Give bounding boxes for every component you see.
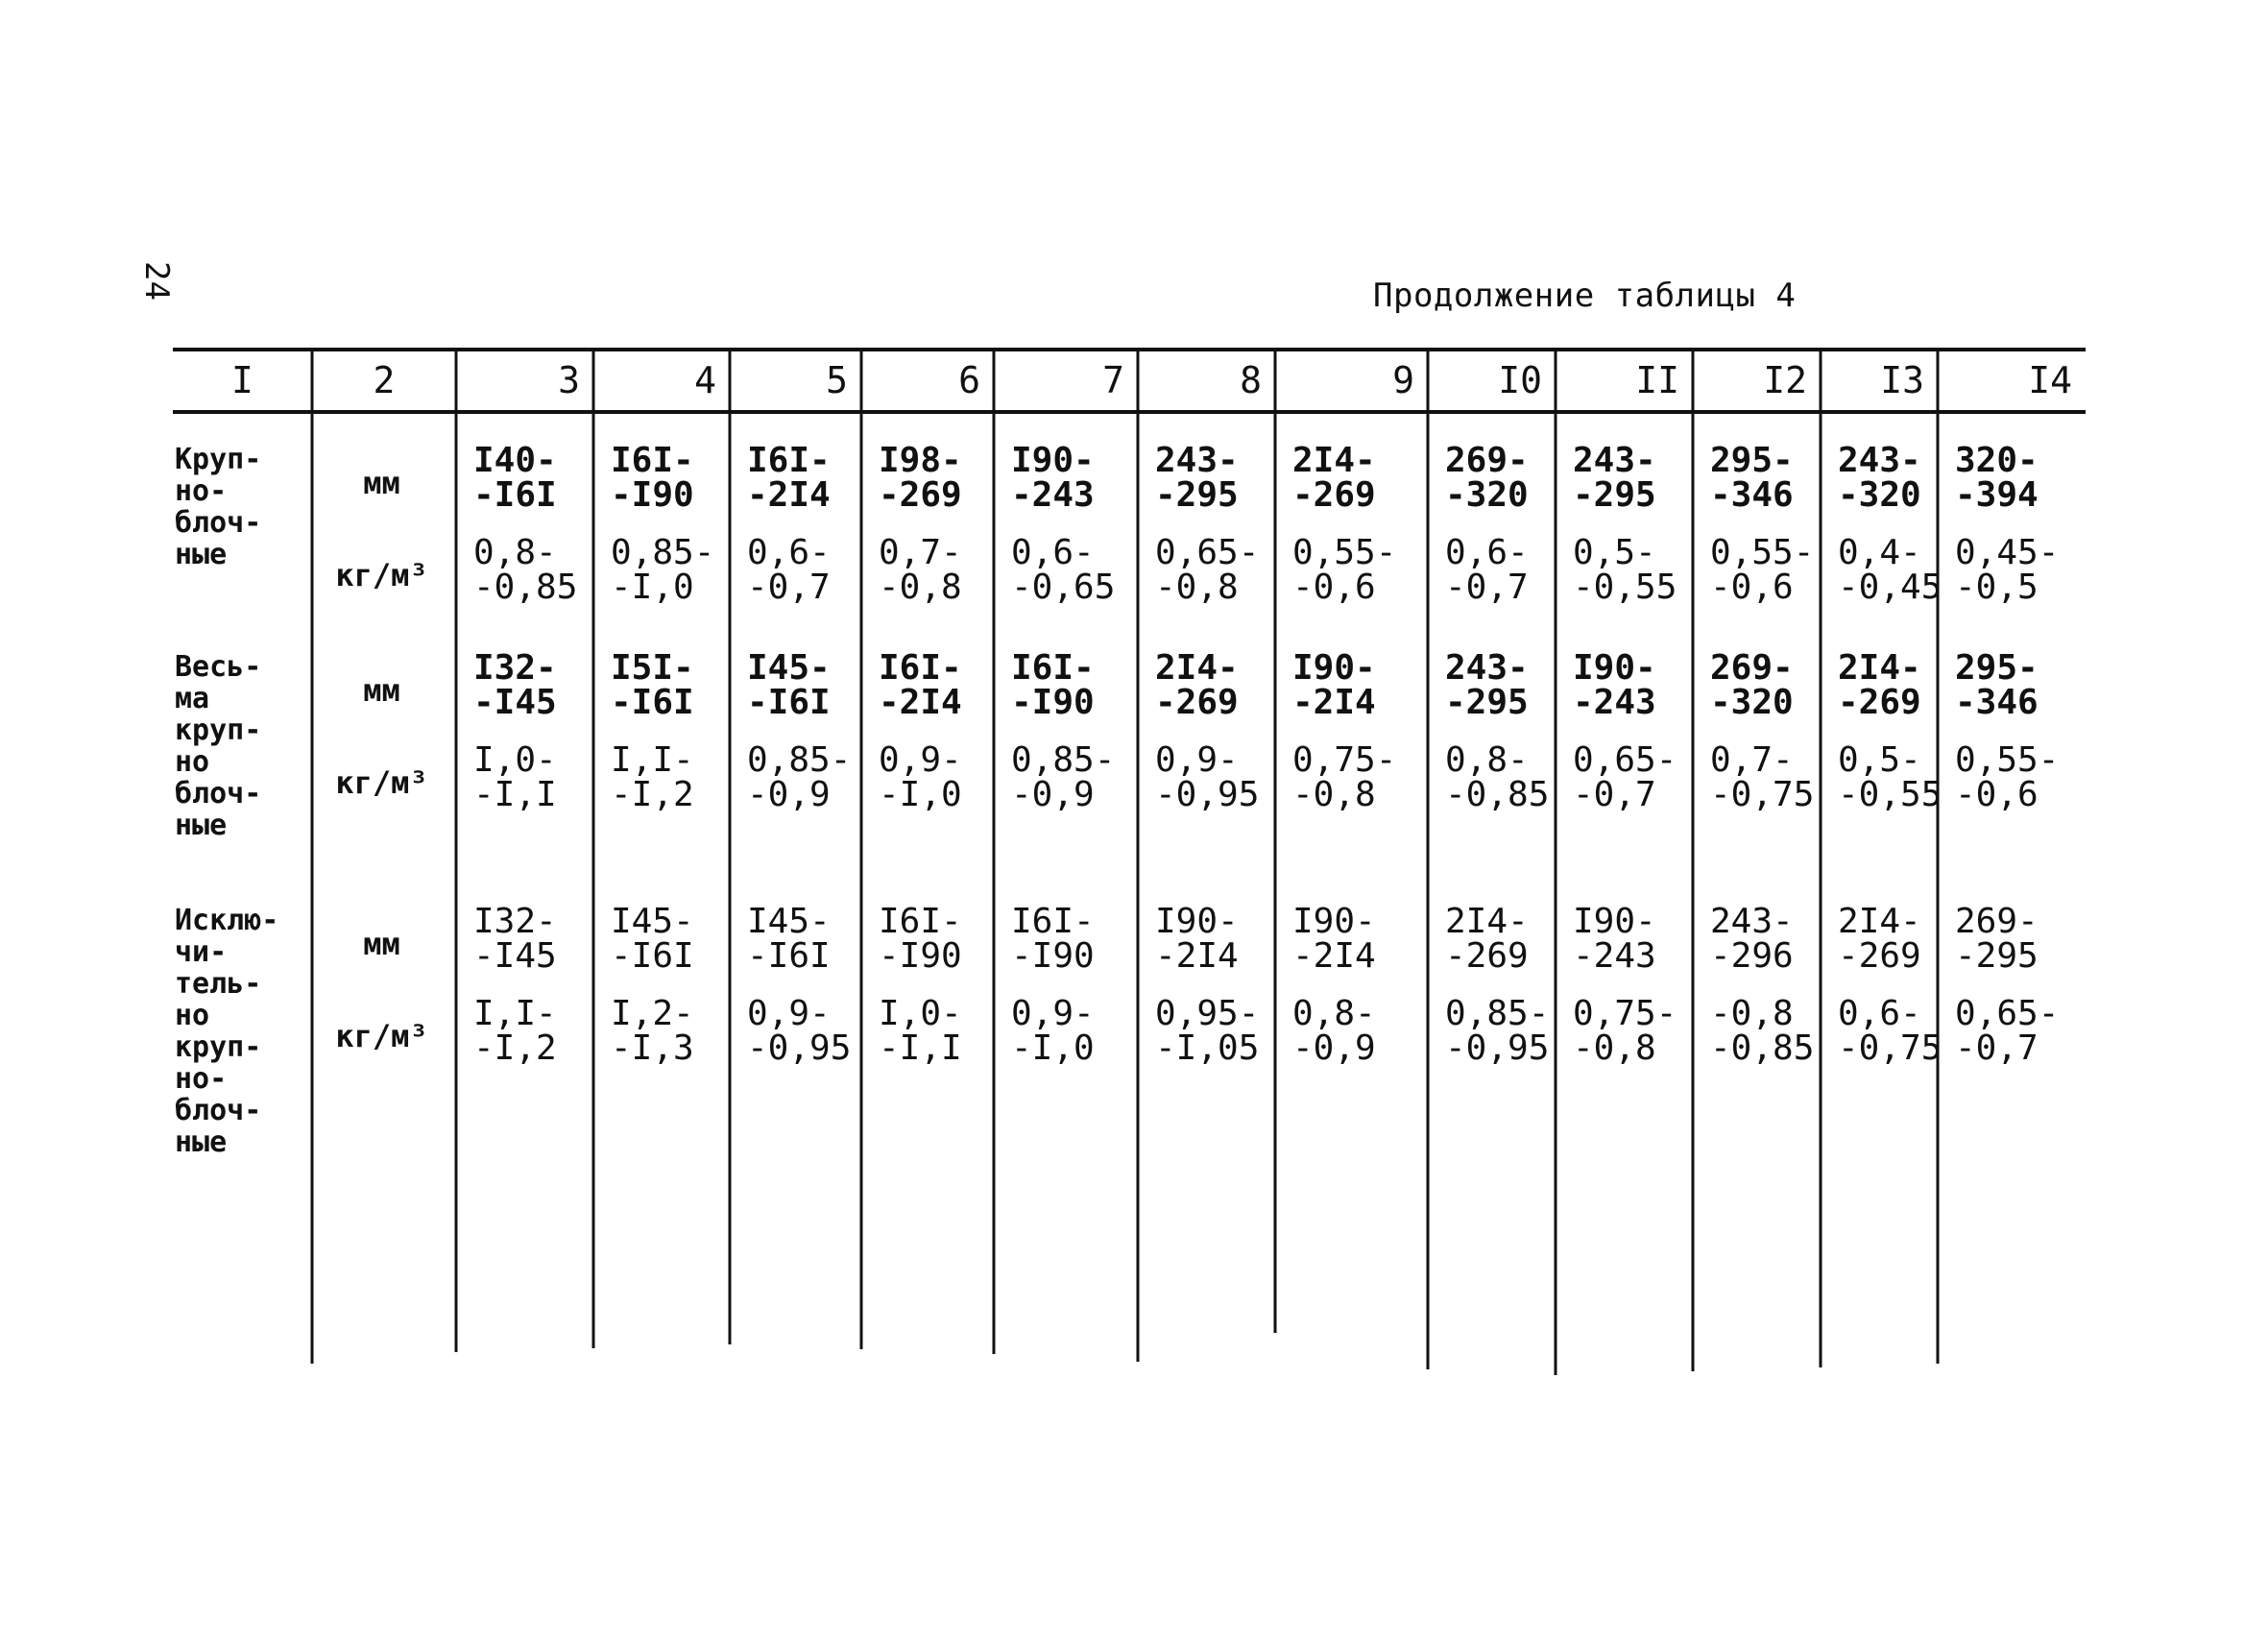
- header-cell: II: [1635, 359, 1679, 401]
- header-cell: 5: [826, 359, 848, 401]
- unit-label: мм: [363, 672, 400, 709]
- table-cell: I90- -243: [1573, 902, 1656, 976]
- table-cell: 2I4- -269: [1838, 902, 1921, 976]
- table-cell: I,2- -I,3: [611, 994, 694, 1068]
- table-cell: I90- -243: [1573, 648, 1656, 722]
- table-cell: 0,9- -I,0: [1011, 994, 1095, 1068]
- table-cell: 269- -320: [1445, 441, 1529, 515]
- table-cell: 0,4- -0,45: [1838, 533, 1942, 607]
- header-cell: 7: [1102, 359, 1124, 401]
- table-cell: I,I- -I,2: [473, 994, 557, 1068]
- header-cell: 9: [1392, 359, 1414, 401]
- header-cell: 3: [558, 359, 580, 401]
- header-cell: I3: [1880, 359, 1924, 401]
- table-cell: 0,65- -0,8: [1155, 533, 1260, 607]
- table-cell: I,I- -I,2: [611, 740, 694, 814]
- unit-label: кг/м³: [335, 1018, 428, 1054]
- unit-label: кг/м³: [335, 764, 428, 801]
- table-cell: 0,75- -0,8: [1573, 994, 1677, 1068]
- header-cell: 8: [1240, 359, 1262, 401]
- table-cell: 0,85- -0,9: [1011, 740, 1116, 814]
- table-cell: I90- -243: [1011, 441, 1095, 515]
- table-cell: 0,75- -0,8: [1292, 740, 1397, 814]
- table-caption: Продолжение таблицы 4: [1373, 277, 1797, 315]
- table-cell: 0,9- -0,95: [1155, 740, 1260, 814]
- table-cell: I6I- -2I4: [879, 648, 962, 722]
- table-cell: 295- -346: [1955, 648, 2039, 722]
- table-cell: 0,85- -0,9: [747, 740, 852, 814]
- table-cell: 0,85- -I,0: [611, 533, 715, 607]
- table-cell: I45- -I6I: [611, 902, 694, 976]
- table-cell: 0,65- -0,7: [1955, 994, 2060, 1068]
- table-cell: I45- -I6I: [747, 648, 831, 722]
- table-cell: 0,5- -0,55: [1573, 533, 1677, 607]
- table-cell: 0,8- -0,9: [1292, 994, 1376, 1068]
- table-cell: 243- -295: [1573, 441, 1656, 515]
- page-number: 24: [137, 261, 176, 301]
- table-cell: -0,8 -0,85: [1710, 994, 1815, 1068]
- row-group-label: Круп- но- блоч- ные: [175, 443, 262, 571]
- row-group-label: Весь- ма круп- но блоч- ные: [175, 650, 262, 842]
- table-cell: I6I- -2I4: [747, 441, 831, 515]
- table-cell: I45- -I6I: [747, 902, 831, 976]
- table-cell: 0,95- -I,05: [1155, 994, 1260, 1068]
- table-cell: 0,6- -0,7: [747, 533, 831, 607]
- table-cell: 243- -320: [1838, 441, 1921, 515]
- header-cell: I2: [1763, 359, 1807, 401]
- table-cell: 2I4- -269: [1292, 441, 1376, 515]
- table-cell: 2I4- -269: [1838, 648, 1921, 722]
- table-cell: 0,55- -0,6: [1955, 740, 2060, 814]
- table-cell: 0,9- -0,95: [747, 994, 852, 1068]
- header-cell: 6: [958, 359, 980, 401]
- table-cell: I90- -2I4: [1292, 648, 1376, 722]
- table-cell: 320- -394: [1955, 441, 2039, 515]
- table-cell: 0,6- -0,65: [1011, 533, 1116, 607]
- table-cell: 269- -320: [1710, 648, 1794, 722]
- table-cell: 0,7- -0,75: [1710, 740, 1815, 814]
- table-cell: 0,9- -I,0: [879, 740, 962, 814]
- header-cell: I: [231, 359, 253, 401]
- header-cell: I0: [1498, 359, 1542, 401]
- table-cell: 0,8- -0,85: [1445, 740, 1550, 814]
- header-cell: I4: [2028, 359, 2072, 401]
- unit-label: мм: [363, 926, 400, 962]
- table-cell: I5I- -I6I: [611, 648, 694, 722]
- table-cell: 269- -295: [1955, 902, 2039, 976]
- table-cell: I6I- -I90: [879, 902, 962, 976]
- table-cell: 243- -296: [1710, 902, 1794, 976]
- table-cell: 0,8- -0,85: [473, 533, 578, 607]
- table-cell: 0,5- -0,55: [1838, 740, 1942, 814]
- table-cell: I,0- -I,I: [473, 740, 557, 814]
- table-cell: 2I4- -269: [1445, 902, 1529, 976]
- table-cell: I6I- -I90: [611, 441, 694, 515]
- table-cell: I40- -I6I: [473, 441, 557, 515]
- table-cell: 0,45- -0,5: [1955, 533, 2060, 607]
- table-cell: I32- -I45: [473, 902, 557, 976]
- table-cell: I,0- -I,I: [879, 994, 962, 1068]
- table-cell: 0,6- -0,75: [1838, 994, 1942, 1068]
- table-cell: I6I- -I90: [1011, 648, 1095, 722]
- unit-label: мм: [363, 465, 400, 501]
- table-cell: 295- -346: [1710, 441, 1794, 515]
- table-cell: 0,55- -0,6: [1710, 533, 1815, 607]
- unit-label: кг/м³: [335, 557, 428, 593]
- table-cell: I90- -2I4: [1292, 902, 1376, 976]
- table-cell: I98- -269: [879, 441, 962, 515]
- table-cell: I90- -2I4: [1155, 902, 1239, 976]
- row-group-label: Исклю- чи- тель- но круп- но- блоч- ные: [175, 904, 279, 1159]
- table-cell: 0,7- -0,8: [879, 533, 962, 607]
- table-cell: 243- -295: [1445, 648, 1529, 722]
- table-cell: 0,65- -0,7: [1573, 740, 1677, 814]
- table-cell: 0,55- -0,6: [1292, 533, 1397, 607]
- header-cell: 2: [373, 359, 396, 401]
- table-cell: 243- -295: [1155, 441, 1239, 515]
- table-cell: 0,6- -0,7: [1445, 533, 1529, 607]
- table-cell: 2I4- -269: [1155, 648, 1239, 722]
- header-cell: 4: [694, 359, 716, 401]
- table-cell: I6I- -I90: [1011, 902, 1095, 976]
- table-cell: I32- -I45: [473, 648, 557, 722]
- table-cell: 0,85- -0,95: [1445, 994, 1550, 1068]
